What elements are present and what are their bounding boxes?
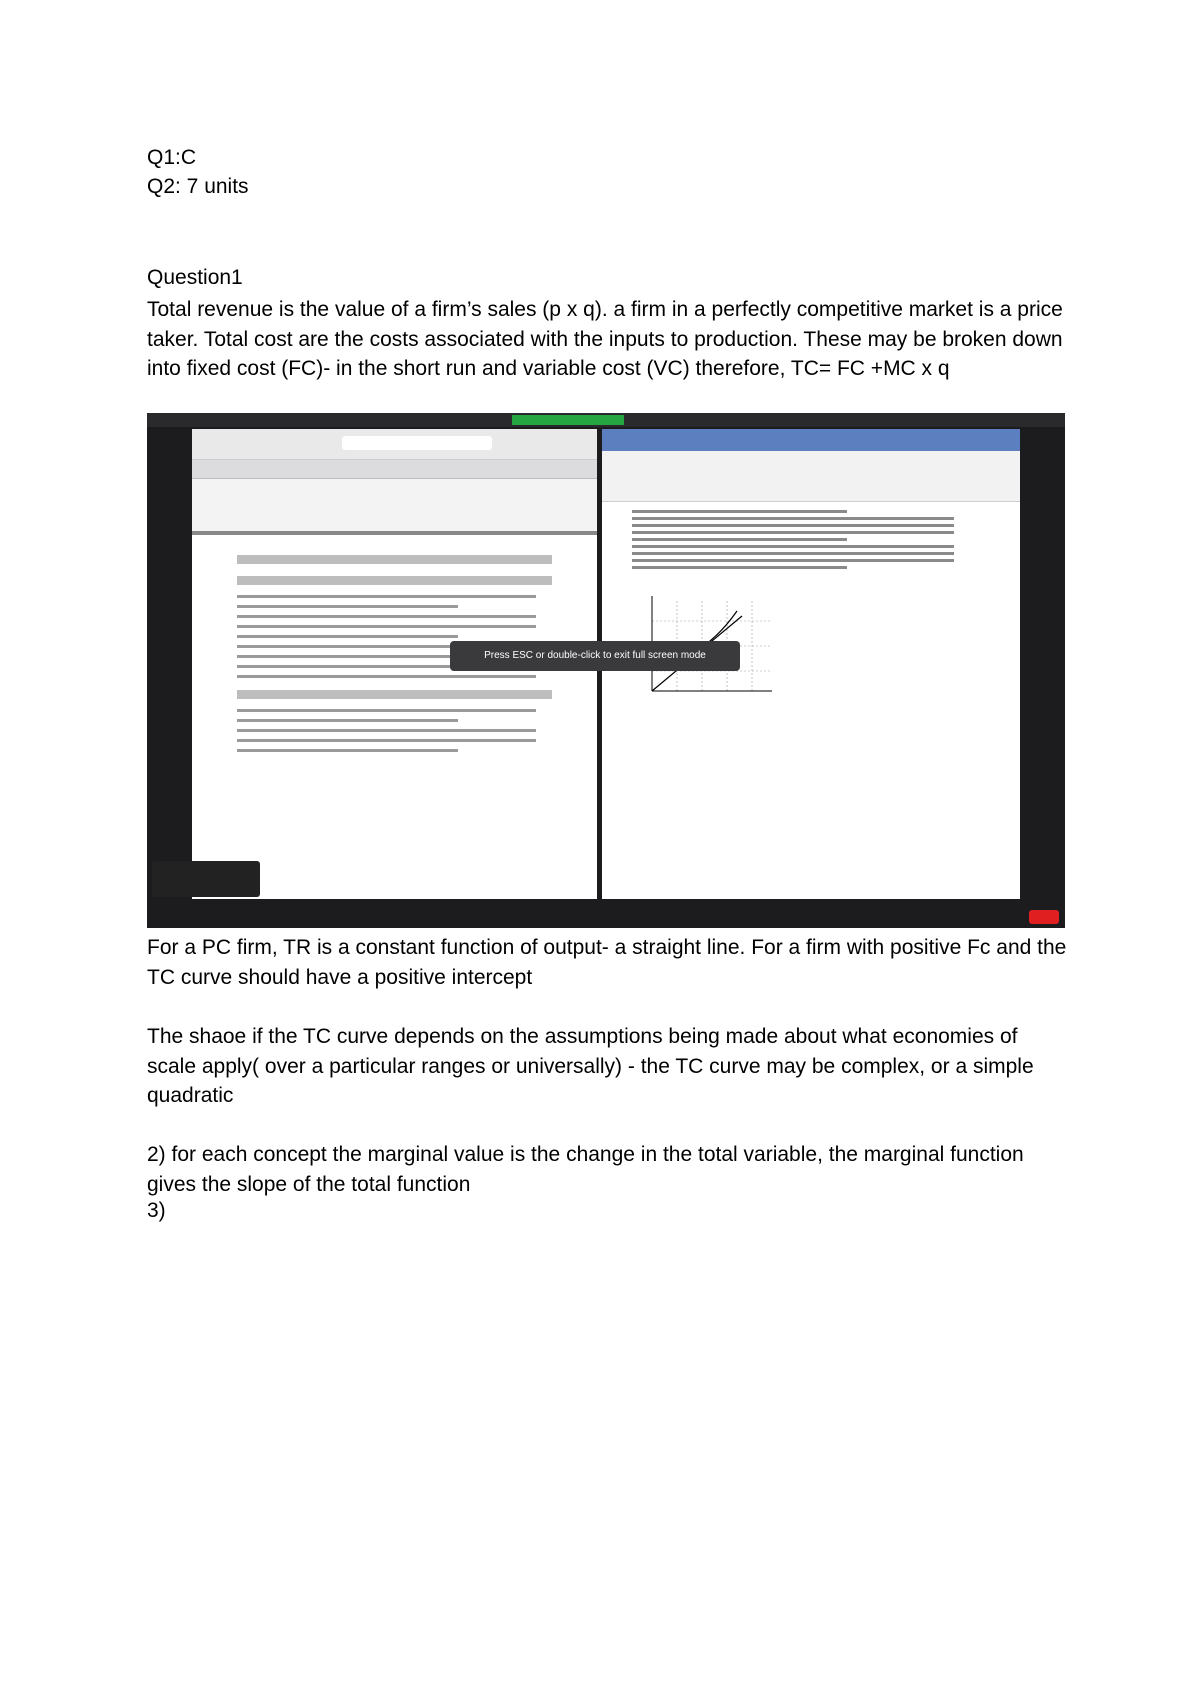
word-text-line — [632, 566, 847, 569]
pdf-text-line — [237, 665, 458, 668]
end-meeting-button — [1029, 910, 1059, 924]
zoom-controls-bar — [147, 906, 1065, 928]
word-text-line — [632, 538, 847, 541]
word-text-line — [632, 510, 847, 513]
question1-heading: Question1 — [147, 266, 243, 289]
pc-firm-paragraph: For a PC firm, TR is a constant function of output- a straight line. For a firm with positive Fc and the TC curve should have a positive intercept — [147, 936, 1067, 989]
pdf-text-line — [237, 729, 536, 732]
answer-q2: Q2: 7 units — [147, 175, 249, 198]
word-text-line — [632, 559, 954, 562]
answer-q1: Q1:C — [147, 146, 197, 169]
word-text-line — [632, 545, 954, 548]
browser-tabs — [192, 460, 597, 479]
word-ribbon — [602, 451, 1020, 502]
browser-toolbar — [192, 429, 597, 460]
pdf-text-line — [237, 709, 536, 712]
pdf-text-line — [237, 605, 458, 608]
pdf-text-line — [237, 739, 536, 742]
fullscreen-tooltip: Press ESC or double-click to exit full screen mode — [450, 641, 740, 671]
address-bar — [342, 436, 492, 450]
word-text-line — [632, 531, 954, 534]
pdf-text-line — [237, 749, 458, 752]
word-text-line — [632, 552, 954, 555]
word-text-line — [632, 524, 954, 527]
pdf-section-bar — [237, 555, 552, 564]
pdf-header-area — [192, 479, 597, 535]
zoom-popup — [152, 861, 260, 897]
marginal-paragraph: 2) for each concept the marginal value is the change in the total variable, the marginal function gives the slope of the total function — [147, 1143, 1024, 1196]
pdf-text-line — [237, 635, 458, 638]
question1-paragraph: Total revenue is the value of a firm’s sales (p x q). a firm in a perfectly competitive market is a price taker. Total cost are the costs associated with the inputs to production. These may be broken down into fixed cost (FC)- in the short run and variable cost (VC) therefore, TC= FC +MC x q — [147, 298, 1063, 380]
pdf-section-bar — [237, 576, 552, 585]
word-document — [602, 502, 1020, 717]
pdf-text-line — [237, 675, 536, 678]
item-3: 3) — [147, 1199, 166, 1222]
pdf-text-line — [237, 719, 458, 722]
word-titlebar — [602, 429, 1020, 451]
pdf-text-line — [237, 625, 536, 628]
tc-shape-paragraph: The shaoe if the TC curve depends on the assumptions being made about what economies of scale apply( over a particular ranges or universally) - the TC curve may be complex, or a simple quadratic — [147, 1025, 1034, 1107]
pdf-text-line — [237, 615, 536, 618]
pdf-text-line — [237, 595, 536, 598]
recording-indicator — [512, 415, 624, 425]
word-text-line — [632, 517, 954, 520]
pdf-section-bar — [237, 690, 552, 699]
embedded-screenshot — [147, 413, 1065, 928]
